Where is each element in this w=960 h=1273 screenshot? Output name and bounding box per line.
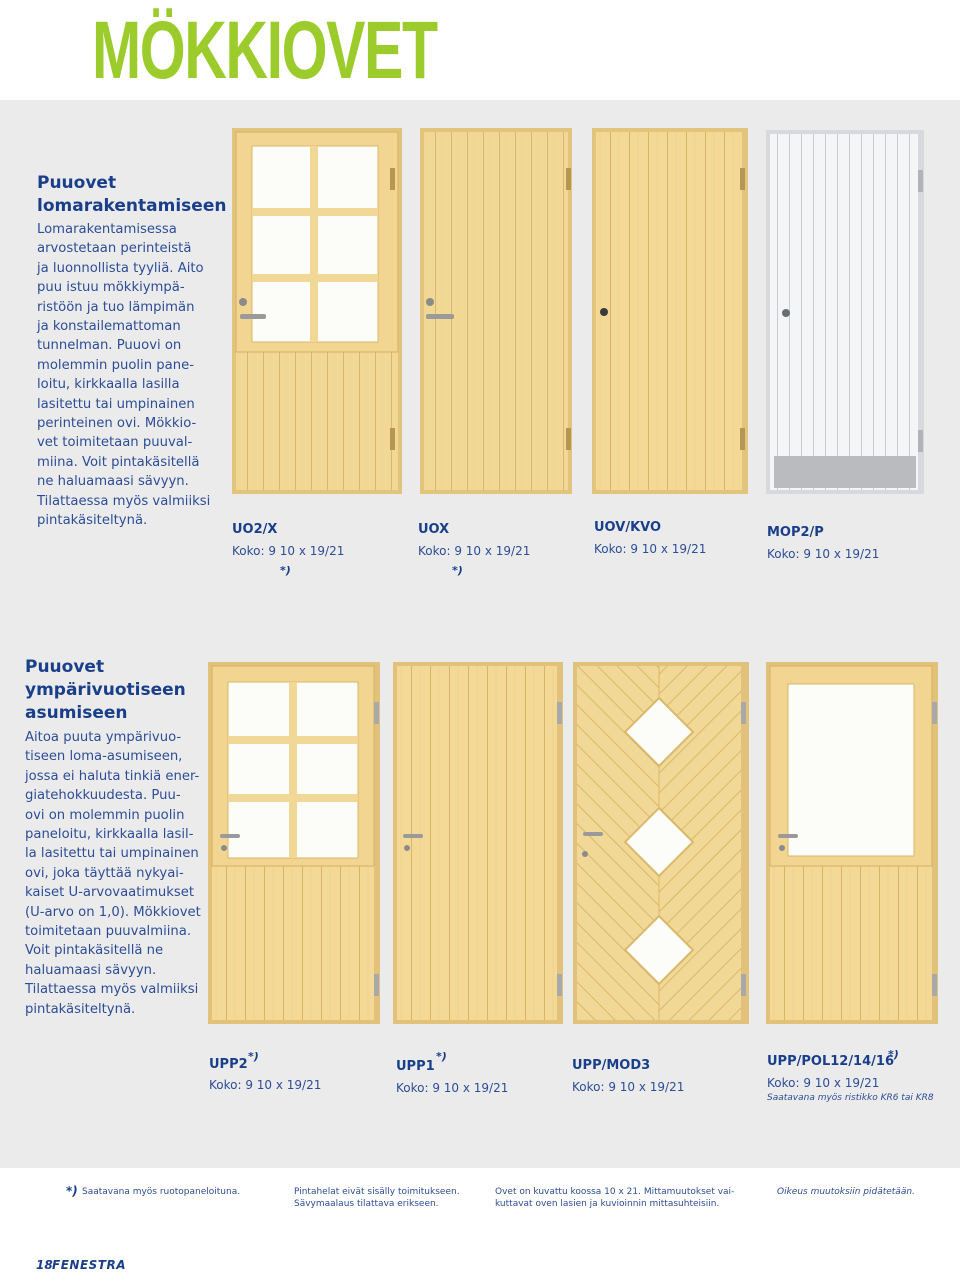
door-star-upp1: *) <box>436 1050 447 1063</box>
section1-heading-line2: lomarakentamiseen <box>37 196 227 216</box>
section2-heading-line1: Puuovet <box>25 657 105 677</box>
text-line: ja luonnollista tyyliä. Aito <box>37 260 204 276</box>
footer-star: *) <box>66 1184 78 1198</box>
text-line: vet toimitetaan puuval- <box>37 435 193 451</box>
text-line: ne haluamaasi sävyyn. <box>37 474 189 490</box>
door-star-upp2: *) <box>248 1050 259 1063</box>
text-line: ovi on molemmin puolin <box>25 807 185 823</box>
footer-note3-line1: Ovet on kuvattu koossa 10 x 21. Mittamuutokset vai- <box>495 1187 735 1197</box>
door-size-upp2: Koko: 9 10 x 19/21 <box>209 1078 322 1092</box>
door-size-mop2p: Koko: 9 10 x 19/21 <box>767 547 880 561</box>
door-code-uppmod3: UPP/MOD3 <box>572 1058 651 1073</box>
text-line: perinteinen ovi. Mökkio- <box>37 416 197 432</box>
door-note-upppol: Saatavana myös ristikko KR6 tai KR8 <box>767 1093 934 1103</box>
text-line: jossa ei haluta tinkiä ener- <box>25 768 200 784</box>
text-line: molemmin puolin pane- <box>37 357 194 373</box>
text-line: arvostetaan perinteistä <box>37 241 192 257</box>
door-uovkvo-image <box>592 128 748 494</box>
text-line: pintakäsiteltynä. <box>25 1001 136 1017</box>
text-line: la lasitettu tai umpinainen <box>25 846 199 862</box>
door-uox-image <box>420 128 572 494</box>
footer-note2-line2: Sävymaalaus tilattava erikseen. <box>294 1199 439 1209</box>
section2-heading <box>25 656 186 725</box>
door-code-upp1: UPP1 <box>396 1059 435 1074</box>
text-line: ja konstailemattoman <box>37 319 181 335</box>
door-size-upppol: Koko: 9 10 x 19/21 <box>767 1076 880 1090</box>
door-upp2-image <box>208 662 380 1024</box>
text-line: pintakäsiteltynä. <box>37 513 148 529</box>
text-line: ristöön ja tuo lämpimän <box>37 299 195 315</box>
door-star-upppol: *) <box>888 1048 899 1061</box>
footer-note3 <box>495 1186 734 1210</box>
door-size-uppmod3: Koko: 9 10 x 19/21 <box>572 1080 685 1094</box>
door-uppmod3-image <box>573 662 749 1024</box>
door-size-uovkvo: Koko: 9 10 x 19/21 <box>594 542 707 556</box>
footer-note4: Oikeus muutoksiin pidätetään. <box>777 1187 915 1197</box>
door-upp1-image <box>393 662 563 1024</box>
text-line: ovi, joka täyttää nykyai- <box>25 865 184 881</box>
text-line: Voit pintakäsitellä ne <box>25 943 164 959</box>
text-line: (U-arvo on 1,0). Mökkiovet <box>25 904 201 920</box>
page-number: 18 <box>36 1258 53 1272</box>
footer-note3-line2: kuttavat oven lasien ja kuvioinnin mittasuhteisiin. <box>495 1199 720 1209</box>
footer-note2 <box>294 1186 460 1210</box>
text-line: Tilattaessa myös valmiiksi <box>37 493 211 509</box>
door-size-uox: Koko: 9 10 x 19/21 <box>418 544 531 558</box>
text-line: Tilattaessa myös valmiiksi <box>25 982 199 998</box>
door-code-uovkvo: UOV/KVO <box>594 520 662 535</box>
door-uo2x-image <box>232 128 402 494</box>
text-line: loitu, kirkkaalla lasilla <box>37 377 180 393</box>
page-title: MÖKKIOVET <box>92 5 437 96</box>
door-mop2p-image <box>766 130 924 494</box>
door-code-upppol: UPP/POL12/14/16 <box>767 1054 894 1069</box>
brand-logo: FENESTRA <box>52 1258 126 1272</box>
door-code-uo2x: UO2/X <box>232 522 278 537</box>
door-code-mop2p: MOP2/P <box>767 525 824 540</box>
door-upppol-image <box>766 662 938 1024</box>
door-size-upp1: Koko: 9 10 x 19/21 <box>396 1081 509 1095</box>
text-line: giatehokkuudesta. Puu- <box>25 788 181 804</box>
text-line: Aitoa puuta ympärivuo- <box>25 730 182 745</box>
door-size-uo2x: Koko: 9 10 x 19/21 <box>232 544 345 558</box>
text-line: haluamaasi sävyyn. <box>25 962 157 978</box>
section2-heading-line2: ympärivuotiseen <box>25 680 186 700</box>
door-code-uox: UOX <box>418 522 450 537</box>
text-line: paneloitu, kirkkaalla lasil- <box>25 827 194 843</box>
section2-text <box>25 728 201 1019</box>
section2-heading-line3: asumiseen <box>25 703 128 723</box>
door-star-uo2x: *) <box>280 564 291 577</box>
text-line: Lomarakentamisessa <box>37 222 177 237</box>
section1-heading <box>37 172 226 218</box>
door-star-uox: *) <box>452 564 463 577</box>
text-line: toimitetaan puuvalmiina. <box>25 924 192 940</box>
footer-note1: Saatavana myös ruotopaneloituna. <box>82 1187 241 1197</box>
section1-heading-line1: Puuovet <box>37 173 117 193</box>
text-line: lasitettu tai umpinainen <box>37 396 195 412</box>
text-line: miina. Voit pintakäsitellä <box>37 454 200 470</box>
door-code-upp2: UPP2 <box>209 1057 248 1072</box>
text-line: puu istuu mökkiympä- <box>37 280 185 296</box>
section1-text <box>37 220 210 531</box>
text-line: tunnelman. Puuovi on <box>37 338 182 354</box>
text-line: tiseen loma-asumiseen, <box>25 749 183 765</box>
text-line: kaiset U-arvovaatimukset <box>25 885 195 901</box>
footer-note2-line1: Pintahelat eivät sisälly toimitukseen. <box>294 1187 460 1197</box>
